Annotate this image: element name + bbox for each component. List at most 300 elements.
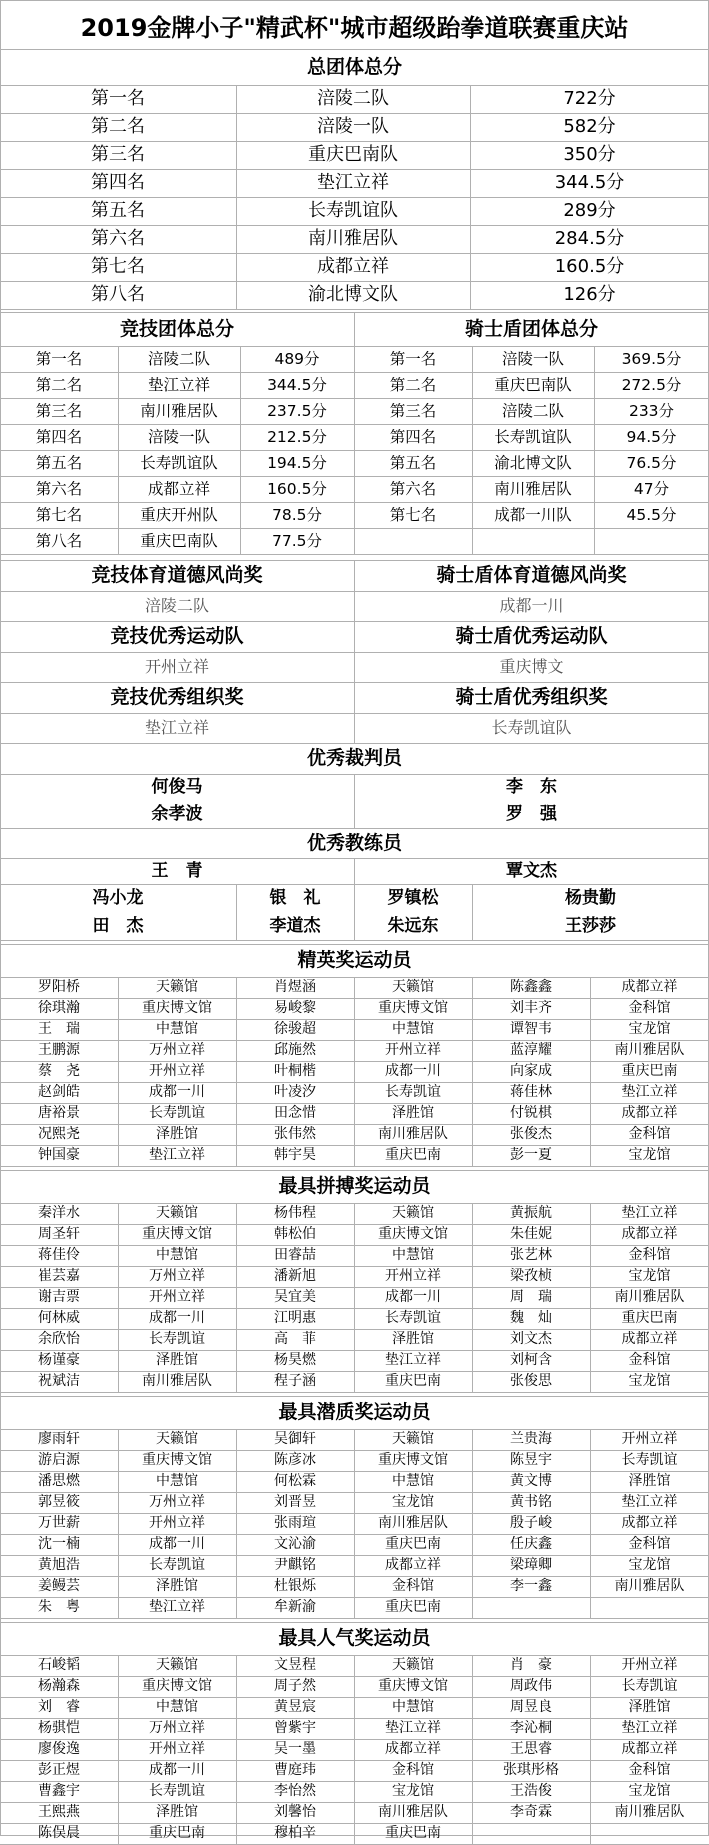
athlete-cell: 文昱程 bbox=[274, 1657, 316, 1673]
athlete-cell: 祝斌洁 bbox=[38, 1373, 80, 1389]
athlete-cell: 韩松伯 bbox=[274, 1226, 316, 1242]
athlete-cell: 宝龙馆 bbox=[628, 1373, 671, 1389]
coach-name: 李道杰 bbox=[269, 916, 321, 936]
coach-name: 银 礼 bbox=[269, 888, 321, 908]
athlete-cell: 王鹏源 bbox=[38, 1042, 80, 1058]
athlete-section-heading: 精英奖运动员 bbox=[297, 949, 412, 971]
athlete-cell: 肖 豪 bbox=[510, 1657, 552, 1673]
coach-name: 覃文杰 bbox=[506, 861, 557, 881]
athlete-cell: 蒋佳伶 bbox=[38, 1247, 80, 1263]
athlete-cell: 长寿凯谊 bbox=[621, 1678, 678, 1694]
athlete-cell: 肖煜涵 bbox=[274, 979, 316, 995]
athlete-cell: 刘丰齐 bbox=[510, 1000, 552, 1016]
athlete-cell: 叶桐楷 bbox=[274, 1063, 316, 1079]
athlete-cell: 垫江立祥 bbox=[385, 1720, 441, 1736]
athlete-cell: 成都一川 bbox=[149, 1762, 205, 1778]
grid-line bbox=[0, 554, 709, 555]
athlete-cell: 周政伟 bbox=[510, 1678, 552, 1694]
total-team-cell: 350分 bbox=[563, 144, 616, 165]
athlete-cell: 程子涵 bbox=[274, 1373, 316, 1389]
total-team-cell: 582分 bbox=[563, 116, 616, 137]
athlete-cell: 沈一楠 bbox=[38, 1536, 80, 1552]
athlete-cell: 成都一川 bbox=[385, 1063, 441, 1079]
competitive-team-cell: 78.5分 bbox=[271, 506, 322, 524]
athlete-cell: 吴一墨 bbox=[274, 1741, 316, 1757]
athlete-cell: 赵剑皓 bbox=[38, 1084, 80, 1100]
athlete-cell: 游启源 bbox=[38, 1452, 80, 1468]
athlete-cell: 天籁馆 bbox=[392, 1657, 434, 1673]
athlete-cell: 重庆博文馆 bbox=[142, 1226, 212, 1242]
athlete-cell: 李怡然 bbox=[274, 1783, 316, 1799]
competitive-team-cell: 344.5分 bbox=[267, 376, 327, 394]
total-team-cell: 第四名 bbox=[91, 172, 145, 193]
competitive-team-cell: 212.5分 bbox=[267, 428, 327, 446]
athlete-cell: 天籁馆 bbox=[392, 1205, 434, 1221]
athlete-cell: 长寿凯谊 bbox=[385, 1310, 441, 1326]
coach-name: 罗镇松 bbox=[387, 888, 439, 908]
athlete-cell: 刘晋昱 bbox=[274, 1494, 316, 1510]
athlete-cell: 中慧馆 bbox=[392, 1247, 434, 1263]
athlete-cell: 万州立祥 bbox=[149, 1268, 205, 1284]
total-team-cell: 南川雅居队 bbox=[308, 228, 398, 249]
knight-team-cell: 45.5分 bbox=[626, 506, 677, 524]
total-team-cell: 垫江立祥 bbox=[317, 172, 389, 193]
athlete-cell: 彭正煜 bbox=[38, 1762, 80, 1778]
athlete-cell: 垫江立祥 bbox=[621, 1205, 678, 1221]
competitive-team-cell: 长寿凯谊队 bbox=[140, 454, 218, 472]
grid-line bbox=[0, 1618, 709, 1619]
knight-team-cell: 重庆巴南队 bbox=[494, 376, 572, 394]
athlete-cell: 谢吉票 bbox=[38, 1289, 80, 1305]
athlete-cell: 南川雅居队 bbox=[378, 1804, 448, 1820]
athlete-cell: 垫江立祥 bbox=[149, 1147, 205, 1163]
athlete-cell: 开州立祥 bbox=[149, 1063, 205, 1079]
athlete-cell: 叶凌汐 bbox=[274, 1084, 316, 1100]
award-value: 重庆博文 bbox=[499, 657, 564, 676]
athlete-cell: 长寿凯谊 bbox=[149, 1105, 205, 1121]
athlete-cell: 成都立祥 bbox=[621, 979, 678, 995]
total-team-cell: 第三名 bbox=[91, 144, 145, 165]
athlete-cell: 南川雅居队 bbox=[378, 1515, 448, 1531]
competitive-team-cell: 成都立祥 bbox=[147, 480, 210, 498]
athlete-cell: 黄振航 bbox=[510, 1205, 552, 1221]
athlete-cell: 重庆博文馆 bbox=[142, 1452, 212, 1468]
athlete-cell: 谭智韦 bbox=[510, 1021, 552, 1037]
athlete-cell: 廖俊逸 bbox=[38, 1741, 80, 1757]
athlete-cell: 中慧馆 bbox=[156, 1247, 198, 1263]
award-value: 长寿凯谊队 bbox=[491, 718, 572, 737]
athlete-cell: 潘思燃 bbox=[38, 1473, 80, 1489]
athlete-cell: 天籁馆 bbox=[156, 1431, 198, 1447]
athlete-cell: 牟新渝 bbox=[274, 1599, 316, 1615]
competitive-team-cell: 160.5分 bbox=[267, 480, 327, 498]
grid-line bbox=[0, 940, 709, 941]
athlete-cell: 姜鳗芸 bbox=[38, 1578, 80, 1594]
athlete-cell: 金科馆 bbox=[628, 1247, 671, 1263]
athlete-cell: 田念惜 bbox=[274, 1105, 316, 1121]
athlete-cell: 金科馆 bbox=[628, 1000, 671, 1016]
referee-name: 李 东 bbox=[506, 777, 557, 797]
grid-line bbox=[0, 309, 709, 310]
knight-team-cell: 47分 bbox=[633, 480, 670, 498]
athlete-cell: 长寿凯谊 bbox=[149, 1783, 205, 1799]
knight-team-heading: 骑士盾团体总分 bbox=[464, 318, 598, 340]
competitive-team-cell: 涪陵一队 bbox=[147, 428, 210, 446]
athlete-cell: 中慧馆 bbox=[392, 1021, 434, 1037]
athlete-cell: 刘馨怡 bbox=[274, 1804, 316, 1820]
athlete-cell: 张艺林 bbox=[510, 1247, 552, 1263]
grid-line bbox=[0, 0, 709, 1]
athlete-cell: 天籁馆 bbox=[392, 979, 434, 995]
athlete-section-heading: 最具拼搏奖运动员 bbox=[278, 1175, 431, 1197]
athlete-cell: 蓝淳耀 bbox=[510, 1042, 552, 1058]
athlete-cell: 成都立祥 bbox=[621, 1331, 678, 1347]
athlete-cell: 付锐棋 bbox=[510, 1105, 552, 1121]
page-title: 2019金牌小子"精武杯"城市超级跆拳道联赛重庆站 bbox=[80, 14, 629, 42]
athlete-cell: 长寿凯谊 bbox=[149, 1331, 205, 1347]
referee-name: 何俊马 bbox=[151, 777, 203, 797]
athlete-cell: 开州立祥 bbox=[621, 1657, 678, 1673]
athlete-cell: 陈彦冰 bbox=[274, 1452, 316, 1468]
athlete-cell: 泽胜馆 bbox=[156, 1352, 198, 1368]
athlete-cell: 开州立祥 bbox=[385, 1268, 441, 1284]
athlete-cell: 金科馆 bbox=[392, 1578, 434, 1594]
athlete-cell: 成都一川 bbox=[149, 1084, 205, 1100]
athlete-cell: 石峻韬 bbox=[38, 1657, 80, 1673]
grid-line bbox=[0, 1392, 709, 1393]
competitive-team-cell: 第二名 bbox=[35, 376, 83, 394]
athlete-cell: 重庆博文馆 bbox=[378, 1226, 448, 1242]
athlete-cell: 宝龙馆 bbox=[628, 1783, 671, 1799]
athlete-cell: 成都一川 bbox=[149, 1536, 205, 1552]
athlete-cell: 重庆巴南 bbox=[385, 1599, 441, 1615]
athlete-cell: 崔芸嘉 bbox=[38, 1268, 80, 1284]
award-heading: 竞技体育道德风尚奖 bbox=[91, 564, 263, 586]
athlete-cell: 南川雅居队 bbox=[614, 1578, 685, 1594]
athlete-cell: 南川雅居队 bbox=[614, 1289, 685, 1305]
coach-name: 朱远东 bbox=[387, 916, 439, 936]
athlete-cell: 黄昱宸 bbox=[274, 1699, 316, 1715]
athlete-cell: 成都立祥 bbox=[621, 1105, 678, 1121]
athlete-cell: 江明惠 bbox=[274, 1310, 316, 1326]
athlete-cell: 唐裕景 bbox=[38, 1105, 80, 1121]
athlete-cell: 重庆巴南 bbox=[621, 1310, 678, 1326]
athlete-cell: 长寿凯谊 bbox=[385, 1084, 441, 1100]
athlete-cell: 陈昱宇 bbox=[510, 1452, 552, 1468]
athlete-cell: 朱 粤 bbox=[38, 1599, 80, 1615]
competitive-team-cell: 194.5分 bbox=[267, 454, 327, 472]
award-heading: 骑士盾优秀组织奖 bbox=[455, 686, 608, 708]
award-heading: 骑士盾体育道德风尚奖 bbox=[436, 564, 627, 586]
knight-team-cell: 369.5分 bbox=[621, 350, 682, 368]
athlete-cell: 中慧馆 bbox=[156, 1021, 198, 1037]
award-value: 成都一川 bbox=[499, 596, 564, 615]
athlete-cell: 李奇霖 bbox=[510, 1804, 552, 1820]
total-team-cell: 涪陵二队 bbox=[317, 88, 389, 109]
knight-team-cell: 第三名 bbox=[389, 402, 437, 420]
athlete-cell: 潘新旭 bbox=[274, 1268, 316, 1284]
athlete-cell: 张俊杰 bbox=[510, 1126, 552, 1142]
total-team-cell: 160.5分 bbox=[554, 256, 625, 277]
athlete-cell: 成都一川 bbox=[149, 1310, 205, 1326]
knight-team-cell: 第二名 bbox=[389, 376, 437, 394]
athlete-cell: 彭一夏 bbox=[510, 1147, 552, 1163]
total-team-cell: 289分 bbox=[563, 200, 616, 221]
competitive-team-cell: 垫江立祥 bbox=[147, 376, 210, 394]
competitive-team-cell: 489分 bbox=[274, 350, 320, 368]
knight-team-cell: 272.5分 bbox=[621, 376, 682, 394]
knight-team-cell: 第五名 bbox=[389, 454, 437, 472]
athlete-cell: 金科馆 bbox=[628, 1762, 671, 1778]
athlete-cell: 长寿凯谊 bbox=[621, 1452, 678, 1468]
athlete-cell: 重庆博文馆 bbox=[142, 1678, 212, 1694]
knight-team-cell: 南川雅居队 bbox=[494, 480, 572, 498]
competitive-team-cell: 77.5分 bbox=[271, 532, 322, 550]
athlete-cell: 周 瑞 bbox=[510, 1289, 552, 1305]
total-team-heading: 总团体总分 bbox=[306, 56, 402, 78]
athlete-cell: 曾紫宇 bbox=[274, 1720, 316, 1736]
athlete-cell: 朱佳妮 bbox=[510, 1226, 552, 1242]
athlete-cell: 周圣轩 bbox=[38, 1226, 80, 1242]
athlete-cell: 周子然 bbox=[274, 1678, 316, 1694]
athlete-cell: 泽胜馆 bbox=[156, 1126, 198, 1142]
competitive-team-cell: 第四名 bbox=[35, 428, 83, 446]
award-value: 涪陵二队 bbox=[144, 596, 209, 615]
athlete-cell: 杨瀚森 bbox=[38, 1678, 80, 1694]
athlete-cell: 重庆巴南 bbox=[385, 1147, 441, 1163]
coach-name: 田 杰 bbox=[92, 916, 144, 936]
athlete-cell: 徐琪瀚 bbox=[38, 1000, 80, 1016]
referee-name: 余孝波 bbox=[151, 804, 203, 824]
athlete-cell: 天籁馆 bbox=[392, 1431, 434, 1447]
athlete-cell: 成都立祥 bbox=[621, 1226, 678, 1242]
knight-team-cell: 第一名 bbox=[389, 350, 437, 368]
award-heading: 竞技优秀组织奖 bbox=[110, 686, 244, 708]
athlete-cell: 张琪彤格 bbox=[503, 1762, 559, 1778]
athlete-cell: 万州立祥 bbox=[149, 1494, 205, 1510]
athlete-cell: 邱施然 bbox=[274, 1042, 316, 1058]
athlete-cell: 王思睿 bbox=[510, 1741, 552, 1757]
knight-team-cell: 成都一川队 bbox=[494, 506, 572, 524]
award-heading: 骑士盾优秀运动队 bbox=[455, 625, 608, 647]
athlete-cell: 秦洋水 bbox=[38, 1205, 80, 1221]
athlete-cell: 成都立祥 bbox=[385, 1557, 441, 1573]
competitive-team-cell: 第三名 bbox=[35, 402, 83, 420]
knight-team-cell: 第七名 bbox=[389, 506, 437, 524]
athlete-cell: 泽胜馆 bbox=[392, 1105, 434, 1121]
athlete-cell: 重庆博文馆 bbox=[378, 1678, 448, 1694]
athlete-cell: 陈鑫鑫 bbox=[510, 979, 552, 995]
athlete-cell: 泽胜馆 bbox=[156, 1804, 198, 1820]
total-team-cell: 第一名 bbox=[91, 88, 145, 109]
athlete-cell: 天籁馆 bbox=[156, 1205, 198, 1221]
athlete-cell: 万州立祥 bbox=[149, 1042, 205, 1058]
athlete-cell: 重庆巴南 bbox=[149, 1825, 205, 1841]
athlete-cell: 万世薪 bbox=[38, 1515, 80, 1531]
knight-team-cell: 76.5分 bbox=[626, 454, 677, 472]
athlete-cell: 泽胜馆 bbox=[628, 1473, 671, 1489]
athlete-cell: 中慧馆 bbox=[156, 1699, 198, 1715]
athlete-cell: 文沁渝 bbox=[274, 1536, 316, 1552]
athlete-cell: 殷子峻 bbox=[510, 1515, 552, 1531]
athlete-cell: 泽胜馆 bbox=[392, 1331, 434, 1347]
knight-team-cell: 233分 bbox=[628, 402, 675, 420]
athlete-cell: 杨伟程 bbox=[274, 1205, 316, 1221]
athlete-cell: 兰贵海 bbox=[510, 1431, 552, 1447]
total-team-cell: 第八名 bbox=[91, 284, 145, 305]
coach-name: 冯小龙 bbox=[92, 888, 144, 908]
athlete-cell: 泽胜馆 bbox=[628, 1699, 671, 1715]
knight-team-cell: 涪陵二队 bbox=[501, 402, 564, 420]
knight-team-cell: 94.5分 bbox=[626, 428, 677, 446]
athlete-cell: 成都一川 bbox=[385, 1289, 441, 1305]
coach-name: 杨贵勤 bbox=[565, 888, 616, 908]
athlete-cell: 重庆巴南 bbox=[385, 1536, 441, 1552]
athlete-cell: 开州立祥 bbox=[621, 1431, 678, 1447]
athlete-cell: 中慧馆 bbox=[156, 1473, 198, 1489]
athlete-cell: 金科馆 bbox=[628, 1126, 671, 1142]
athlete-cell: 垫江立祥 bbox=[621, 1494, 678, 1510]
total-team-cell: 284.5分 bbox=[554, 228, 625, 249]
competitive-team-cell: 重庆巴南队 bbox=[140, 532, 218, 550]
award-value: 垫江立祥 bbox=[144, 718, 209, 737]
athlete-cell: 田睿喆 bbox=[274, 1247, 316, 1263]
competitive-team-cell: 第六名 bbox=[35, 480, 83, 498]
athlete-cell: 金科馆 bbox=[392, 1762, 434, 1778]
athlete-cell: 吴宜美 bbox=[274, 1289, 316, 1305]
athlete-cell: 南川雅居队 bbox=[614, 1042, 685, 1058]
athlete-cell: 何林威 bbox=[38, 1310, 80, 1326]
total-team-cell: 722分 bbox=[563, 88, 616, 109]
athlete-cell: 南川雅居队 bbox=[614, 1804, 685, 1820]
athlete-cell: 梁孜桢 bbox=[510, 1268, 552, 1284]
athlete-cell: 金科馆 bbox=[628, 1536, 671, 1552]
athlete-cell: 梁璋卿 bbox=[510, 1557, 552, 1573]
knight-team-cell: 渝北博文队 bbox=[494, 454, 572, 472]
coach-name: 王莎莎 bbox=[565, 916, 616, 936]
athlete-cell: 陈俣晨 bbox=[38, 1825, 80, 1841]
athlete-cell: 吴御轩 bbox=[274, 1431, 316, 1447]
athlete-cell: 余欣怡 bbox=[38, 1331, 80, 1347]
athlete-section-heading: 最具潜质奖运动员 bbox=[278, 1401, 431, 1423]
athlete-cell: 穆柏辛 bbox=[274, 1825, 316, 1841]
athlete-cell: 黄旭浩 bbox=[38, 1557, 80, 1573]
total-team-cell: 第七名 bbox=[91, 256, 145, 277]
athlete-cell: 成都立祥 bbox=[385, 1741, 441, 1757]
athlete-cell: 开州立祥 bbox=[385, 1042, 441, 1058]
athlete-cell: 李一鑫 bbox=[510, 1578, 552, 1594]
athlete-cell: 李沁桐 bbox=[510, 1720, 552, 1736]
knight-team-cell: 第四名 bbox=[389, 428, 437, 446]
knight-team-cell: 涪陵一队 bbox=[501, 350, 564, 368]
athlete-cell: 曹鑫宇 bbox=[38, 1783, 80, 1799]
athlete-cell: 重庆博文馆 bbox=[378, 1452, 448, 1468]
competitive-team-cell: 第七名 bbox=[35, 506, 83, 524]
athlete-cell: 重庆博文馆 bbox=[378, 1000, 448, 1016]
athlete-cell: 王 瑞 bbox=[38, 1021, 80, 1037]
athlete-cell: 宝龙馆 bbox=[392, 1494, 434, 1510]
athlete-cell: 南川雅居队 bbox=[378, 1126, 448, 1142]
athlete-cell: 万州立祥 bbox=[149, 1720, 205, 1736]
competitive-team-cell: 237.5分 bbox=[267, 402, 327, 420]
competitive-team-cell: 重庆开州队 bbox=[140, 506, 218, 524]
athlete-cell: 宝龙馆 bbox=[628, 1557, 671, 1573]
athlete-section-heading: 最具人气奖运动员 bbox=[278, 1627, 431, 1649]
athlete-cell: 杜银烁 bbox=[274, 1578, 316, 1594]
athlete-cell: 韩宇昊 bbox=[274, 1147, 316, 1163]
award-heading: 竞技优秀运动队 bbox=[110, 625, 244, 647]
athlete-cell: 金科馆 bbox=[628, 1352, 671, 1368]
athlete-cell: 开州立祥 bbox=[149, 1741, 205, 1757]
athlete-cell: 杨昊燃 bbox=[274, 1352, 316, 1368]
athlete-cell: 况熙尧 bbox=[38, 1126, 80, 1142]
competitive-team-cell: 涪陵二队 bbox=[147, 350, 210, 368]
total-team-cell: 344.5分 bbox=[554, 172, 625, 193]
athlete-cell: 垫江立祥 bbox=[621, 1084, 678, 1100]
athlete-cell: 重庆巴南 bbox=[385, 1825, 441, 1841]
knight-team-cell: 长寿凯谊队 bbox=[494, 428, 572, 446]
athlete-cell: 周昱良 bbox=[510, 1699, 552, 1715]
award-value: 开州立祥 bbox=[144, 657, 209, 676]
athlete-cell: 宝龙馆 bbox=[392, 1783, 434, 1799]
athlete-cell: 泽胜馆 bbox=[156, 1578, 198, 1594]
athlete-cell: 杨骐恺 bbox=[38, 1720, 80, 1736]
knight-team-cell: 第六名 bbox=[389, 480, 437, 498]
grid-line bbox=[0, 1166, 709, 1167]
total-team-cell: 第二名 bbox=[91, 116, 145, 137]
athlete-cell: 宝龙馆 bbox=[628, 1268, 671, 1284]
athlete-cell: 徐骏超 bbox=[274, 1021, 316, 1037]
athlete-cell: 黄书铭 bbox=[510, 1494, 552, 1510]
competitive-team-cell: 第五名 bbox=[35, 454, 83, 472]
athlete-cell: 黄文博 bbox=[510, 1473, 552, 1489]
athlete-cell: 张俊思 bbox=[510, 1373, 552, 1389]
referee-name: 罗 强 bbox=[506, 804, 557, 824]
total-team-cell: 渝北博文队 bbox=[308, 284, 398, 305]
athlete-cell: 开州立祥 bbox=[149, 1289, 205, 1305]
competitive-team-cell: 第一名 bbox=[35, 350, 83, 368]
total-team-cell: 重庆巴南队 bbox=[308, 144, 398, 165]
athlete-cell: 长寿凯谊 bbox=[149, 1557, 205, 1573]
athlete-cell: 曹庭玮 bbox=[274, 1762, 316, 1778]
athlete-cell: 尹麒铭 bbox=[274, 1557, 316, 1573]
athlete-cell: 宝龙馆 bbox=[628, 1021, 671, 1037]
athlete-cell: 刘 睿 bbox=[38, 1699, 80, 1715]
athlete-cell: 重庆巴南 bbox=[621, 1063, 678, 1079]
total-team-cell: 第五名 bbox=[91, 200, 145, 221]
athlete-cell: 魏 灿 bbox=[510, 1310, 552, 1326]
athlete-cell: 重庆巴南 bbox=[385, 1373, 441, 1389]
athlete-cell: 杨谨豪 bbox=[38, 1352, 80, 1368]
athlete-cell: 何松霖 bbox=[274, 1473, 316, 1489]
competitive-team-cell: 南川雅居队 bbox=[140, 402, 218, 420]
athlete-cell: 成都立祥 bbox=[621, 1515, 678, 1531]
athlete-cell: 开州立祥 bbox=[149, 1515, 205, 1531]
athlete-cell: 垫江立祥 bbox=[385, 1352, 441, 1368]
athlete-cell: 刘柯含 bbox=[510, 1352, 552, 1368]
athlete-cell: 罗阳桥 bbox=[38, 979, 80, 995]
total-team-cell: 成都立祥 bbox=[317, 256, 389, 277]
referees-heading: 优秀裁判员 bbox=[306, 747, 402, 769]
athlete-cell: 刘文杰 bbox=[510, 1331, 552, 1347]
athlete-cell: 成都立祥 bbox=[621, 1741, 678, 1757]
total-team-cell: 涪陵一队 bbox=[317, 116, 389, 137]
athlete-cell: 中慧馆 bbox=[392, 1699, 434, 1715]
athlete-cell: 王熙燕 bbox=[38, 1804, 80, 1820]
athlete-cell: 廖雨轩 bbox=[38, 1431, 80, 1447]
athlete-cell: 钟国豪 bbox=[38, 1147, 80, 1163]
athlete-cell: 张雨瑄 bbox=[274, 1515, 316, 1531]
